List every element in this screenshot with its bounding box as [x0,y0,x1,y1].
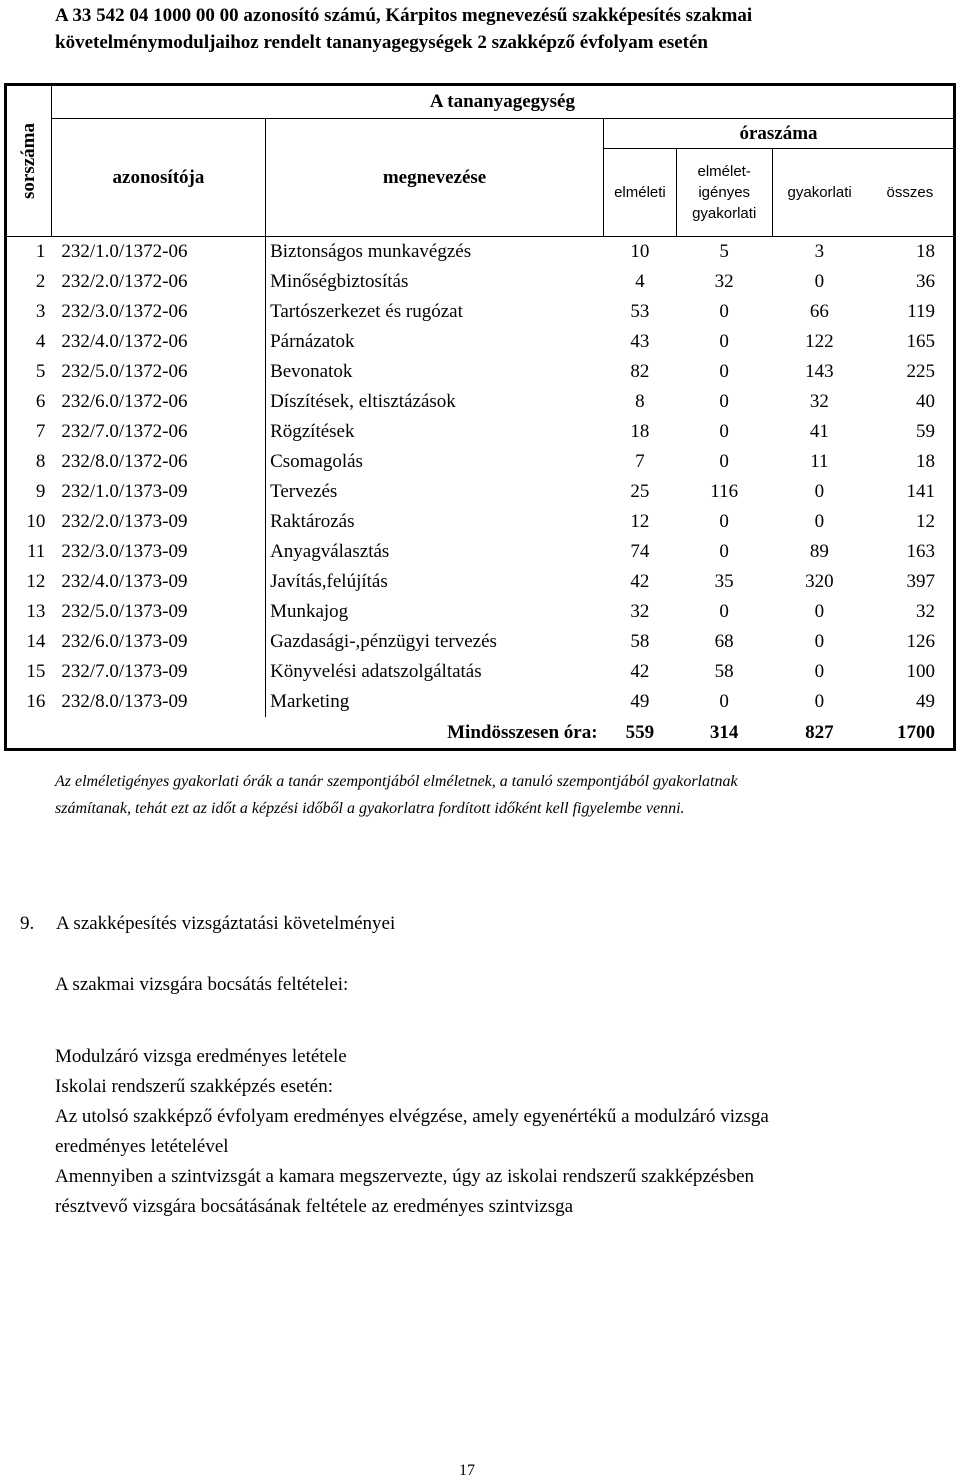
section-number: 9. [20,913,35,934]
row-elmeleti: 32 [630,601,650,622]
table-row [6,357,955,387]
document-title [55,2,935,56]
total-label: Mindösszesen óra: [447,722,598,743]
row-code: 232/2.0/1372-06 [61,271,188,292]
row-elmeletigenyes: 0 [719,361,729,382]
row-number: 7 [35,421,46,442]
table-row [6,387,955,417]
title-line-2: követelménymoduljaihoz rendelt tananyagegységek 2 szakképző évfolyam esetén [55,32,708,53]
row-number: 15 [26,661,46,682]
row-name: Anyagválasztás [266,537,604,567]
row-osszes: 18 [916,451,935,472]
row-osszes: 12 [916,511,935,532]
row-elmeleti: 8 [635,391,645,412]
table-row [6,297,955,327]
row-number: 9 [35,481,46,502]
row-osszes: 18 [916,241,935,262]
body-line-6: résztvevő vizsgára bocsátásának feltétele az eredményes szintvizsga [55,1196,574,1217]
title-line-1: A 33 542 04 1000 00 00 azonosító számú, Kárpitos megnevezésű szakképesítés szakmai [55,5,753,26]
total-row [6,717,955,750]
header-osszes: összes [886,184,934,201]
row-osszes: 126 [906,631,935,652]
row-code: 232/6.0/1372-06 [61,391,188,412]
header-azonositoja: azonosítója [51,119,265,237]
row-gyakorlati: 0 [814,691,825,712]
footnote-line-1: Az elméletigényes gyakorlati órák a tanár szempontjából elméletnek, a tanuló szempontjából gyakorlatnak [55,773,738,790]
total-elmeleti: 559 [625,722,655,743]
header-oraszama: óraszáma [604,119,955,149]
table-row [6,327,955,357]
row-gyakorlati: 0 [814,271,825,292]
row-name: Javítás,felújítás [266,567,604,597]
row-elmeletigenyes: 116 [710,481,739,502]
row-name: Tartószerkezet és rugózat [266,297,604,327]
row-elmeletigenyes: 0 [719,301,729,322]
footnote-line-2: számítanak, tehát ezt az időt a képzési időből a gyakorlatra fordított időként kell figyelembe venni. [55,800,685,817]
row-elmeleti: 82 [630,361,650,382]
row-elmeletigenyes: 68 [714,631,734,652]
row-code: 232/4.0/1373-09 [61,571,188,592]
row-code: 232/1.0/1373-09 [61,481,188,502]
row-elmeletigenyes: 0 [719,541,729,562]
row-code: 232/7.0/1373-09 [61,661,188,682]
row-osszes: 100 [906,661,935,682]
row-gyakorlati: 0 [814,481,825,502]
row-elmeleti: 25 [630,481,650,502]
row-number: 13 [26,601,46,622]
row-name: Raktározás [266,507,604,537]
row-name: Minőségbiztosítás [266,267,604,297]
row-elmeletigenyes: 0 [719,391,729,412]
row-number: 8 [35,451,46,472]
row-code: 232/5.0/1373-09 [61,601,188,622]
row-osszes: 40 [916,391,935,412]
row-number: 14 [26,631,46,652]
row-gyakorlati: 320 [805,571,834,592]
row-code: 232/2.0/1373-09 [61,511,188,532]
row-elmeleti: 42 [630,661,650,682]
row-name: Munkajog [266,597,604,627]
row-number: 2 [35,271,46,292]
row-code: 232/8.0/1372-06 [61,451,188,472]
row-osszes: 36 [916,271,935,292]
row-elmeleti: 7 [635,451,645,472]
header-elmeletigenyes-line-1: elmélet- [697,163,751,180]
row-number: 1 [35,241,46,262]
row-number: 6 [35,391,46,412]
header-elmeletigenyes-line-3: gyakorlati [692,205,757,222]
row-code: 232/1.0/1372-06 [61,241,188,262]
row-name: Tervezés [266,477,604,507]
header-elmeletigenyes-line-2: igényes [698,184,751,201]
row-code: 232/5.0/1372-06 [61,361,188,382]
header-group: A tananyagegység [51,85,954,119]
body-line-5: Amennyiben a szintvizsgát a kamara megszervezte, úgy az iskolai rendszerű szakképzésben [55,1166,755,1187]
row-gyakorlati: 0 [814,631,825,652]
table-row [6,687,955,717]
row-elmeleti: 53 [630,301,650,322]
row-osszes: 163 [906,541,935,562]
table-row [6,477,955,507]
row-osszes: 49 [916,691,935,712]
row-osszes: 397 [906,571,935,592]
row-gyakorlati: 122 [805,331,834,352]
subheading: A szakmai vizsgára bocsátás feltételei: [55,974,349,995]
row-code: 232/7.0/1372-06 [61,421,188,442]
row-number: 10 [26,511,46,532]
body-line-2: Iskolai rendszerű szakképzés esetén: [55,1076,334,1097]
body-line-1: Modulzáró vizsga eredményes letétele [55,1046,347,1067]
header-elmeletigenyes [676,149,772,237]
row-elmeleti: 4 [635,271,645,292]
row-elmeletigenyes: 0 [719,601,729,622]
row-osszes: 119 [907,301,935,322]
table-row [6,267,955,297]
row-osszes: 32 [916,601,935,622]
table-row [6,567,955,597]
row-name: Biztonságos munkavégzés [266,237,604,268]
row-gyakorlati: 89 [809,541,829,562]
row-elmeleti: 74 [630,541,650,562]
row-code: 232/6.0/1373-09 [61,631,188,652]
row-code: 232/8.0/1373-09 [61,691,188,712]
row-gyakorlati: 32 [809,391,829,412]
table-row [6,237,955,268]
header-elmeleti: elméleti [604,149,677,237]
row-gyakorlati: 11 [810,451,829,472]
table-row [6,417,955,447]
row-name: Párnázatok [266,327,604,357]
total-gyakorlati: 827 [805,722,834,743]
row-number: 3 [35,301,46,322]
row-osszes: 165 [906,331,935,352]
header-megnevezese: megnevezése [266,119,604,237]
row-name: Marketing [266,687,604,717]
row-elmeleti: 58 [630,631,650,652]
row-osszes: 225 [906,361,935,382]
row-elmeleti: 12 [630,511,650,532]
row-elmeletigenyes: 58 [714,661,734,682]
section-heading [20,913,395,935]
row-code: 232/4.0/1372-06 [61,331,188,352]
row-name: Csomagolás [266,447,604,477]
total-osszes: 1700 [897,722,935,743]
table-row [6,627,955,657]
row-elmeletigenyes: 0 [719,331,729,352]
row-number: 4 [35,331,46,352]
row-code: 232/3.0/1372-06 [61,301,188,322]
row-elmeleti: 49 [630,691,650,712]
row-name: Gazdasági-,pénzügyi tervezés [266,627,604,657]
header-sorszama-cell [6,85,52,237]
row-gyakorlati: 0 [814,601,825,622]
row-elmeleti: 42 [630,571,650,592]
row-elmeletigenyes: 0 [719,511,729,532]
table-row [6,657,955,687]
row-name: Rögzítések [266,417,604,447]
row-elmeletigenyes: 32 [714,271,734,292]
row-gyakorlati: 66 [809,301,829,322]
page-number: 17 [459,1462,475,1479]
row-number: 16 [26,691,46,712]
body-line-4: eredményes letételével [55,1136,229,1157]
row-name: Díszítések, eltisztázások [266,387,604,417]
row-number: 12 [26,571,46,592]
table-row [6,447,955,477]
header-sorszama: sorszáma [17,123,39,199]
header-gyakorlati: gyakorlati [772,149,867,237]
row-elmeletigenyes: 0 [719,691,729,712]
body-text [55,1042,945,1222]
row-elmeletigenyes: 35 [714,571,734,592]
row-number: 11 [27,541,46,562]
row-elmeletigenyes: 5 [719,241,729,262]
body-line-3: Az utolsó szakképző évfolyam eredményes elvégzése, amely egyenértékű a modulzáró vizsga [55,1106,769,1127]
total-elmeletigenyes: 314 [709,722,739,743]
row-elmeleti: 10 [630,241,650,262]
row-code: 232/3.0/1373-09 [61,541,188,562]
table-row [6,537,955,567]
row-gyakorlati: 0 [814,511,825,532]
row-osszes: 59 [916,421,935,442]
footnote [55,768,915,822]
table-row [6,597,955,627]
row-name: Bevonatok [266,357,604,387]
row-gyakorlati: 143 [805,361,834,382]
row-osszes: 141 [906,481,935,502]
row-gyakorlati: 41 [809,421,829,442]
table-row [6,507,955,537]
row-name: Könyvelési adatszolgáltatás [266,657,604,687]
row-elmeleti: 18 [630,421,650,442]
row-elmeletigenyes: 0 [719,421,729,442]
section-title: A szakképesítés vizsgáztatási követelményei [56,913,396,934]
row-gyakorlati: 0 [814,661,825,682]
curriculum-table [4,83,956,751]
row-number: 5 [35,361,46,382]
row-elmeleti: 43 [630,331,650,352]
row-gyakorlati: 3 [814,241,825,262]
row-elmeletigenyes: 0 [719,451,729,472]
